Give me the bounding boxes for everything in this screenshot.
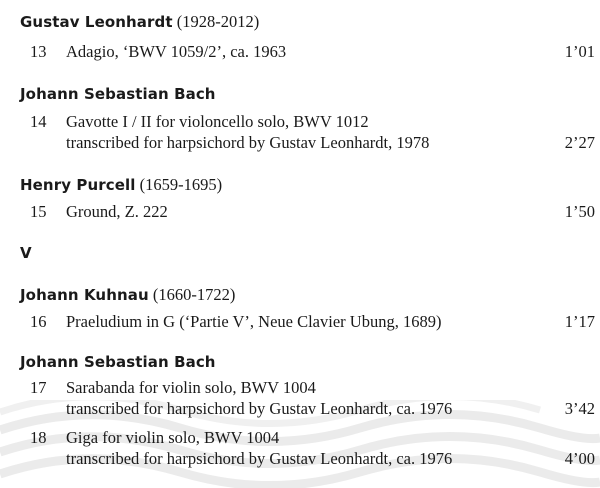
- track-number: 15: [30, 202, 47, 221]
- composer-name: Johann Kuhnau: [20, 286, 149, 304]
- section-heading: V: [20, 244, 32, 262]
- composer-heading: [20, 175, 222, 195]
- track-title: Praeludium in G (‘Partie V’, Neue Clavier Ubung, 1689): [66, 312, 442, 331]
- track-duration: 4’00: [564, 449, 595, 468]
- track-transcription: transcribed for harpsichord by Gustav Leonhardt, ca. 1976: [66, 449, 453, 468]
- track-number: 16: [30, 312, 47, 331]
- track-duration: 2’27: [564, 133, 595, 152]
- composer-heading: [20, 352, 216, 372]
- composer-name: Johann Sebastian Bach: [20, 353, 216, 371]
- composer-name: Henry Purcell: [20, 176, 136, 194]
- track-number: 14: [30, 112, 47, 131]
- track-title: Giga for violin solo, BWV 1004: [66, 428, 280, 447]
- track-duration: 1’17: [564, 312, 595, 331]
- composer-name: Johann Sebastian Bach: [20, 85, 216, 103]
- track-transcription: transcribed for harpsichord by Gustav Leonhardt, ca. 1976: [66, 399, 453, 418]
- track-title: Ground, Z. 222: [66, 202, 168, 221]
- track-number: 18: [30, 428, 47, 447]
- composer-dates: (1660-1722): [152, 285, 236, 304]
- composer-dates: (1928-2012): [176, 12, 260, 31]
- composer-dates: (1659-1695): [139, 175, 223, 194]
- track-number: 13: [30, 42, 47, 61]
- composer-heading: [20, 285, 235, 305]
- track-title: Adagio, ‘BWV 1059/2’, ca. 1963: [66, 42, 287, 61]
- composer-name: Gustav Leonhardt: [20, 13, 173, 31]
- composer-heading: [20, 84, 216, 104]
- track-title: Gavotte I / II for violoncello solo, BWV 1012: [66, 112, 369, 131]
- track-number: 17: [30, 378, 47, 397]
- track-transcription: transcribed for harpsichord by Gustav Leonhardt, 1978: [66, 133, 430, 152]
- track-duration: 1’01: [564, 42, 595, 61]
- track-duration: 3’42: [564, 399, 595, 418]
- track-duration: 1’50: [564, 202, 595, 221]
- track-title: Sarabanda for violin solo, BWV 1004: [66, 378, 316, 397]
- composer-heading: [20, 12, 259, 32]
